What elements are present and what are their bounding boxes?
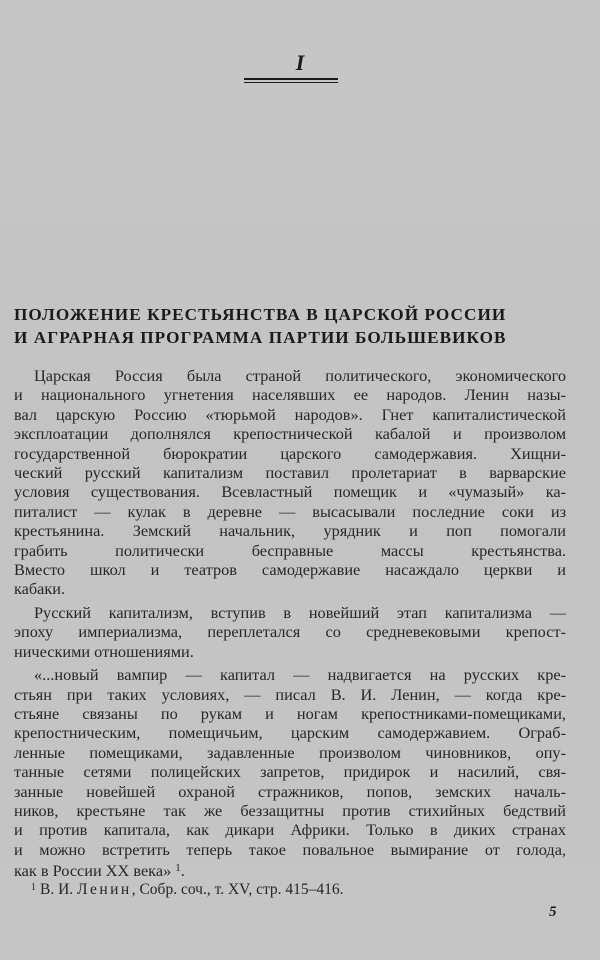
text-line: ническими отношениями. [14, 641, 194, 661]
text-line: грабить политически бесправные массы крестьянства. [14, 540, 566, 560]
text-line: эксплоатации дополнялся крепостнической кабалой и произволом [14, 424, 566, 444]
text-line: «...новый вампир — капитал — надвигается на русских кре- [34, 665, 566, 685]
paragraph-2 [14, 603, 566, 661]
chapter-double-rule [244, 78, 338, 83]
text-line: как в России XX века» [14, 861, 172, 881]
text-line: питалист — кулак в деревне — высасывали последние соки из [14, 501, 566, 521]
text-line: стьян при таких условиях, — писал В. И. Ленин, — когда кре- [14, 684, 566, 704]
text-line-last [14, 859, 566, 880]
heading-line: ПОЛОЖЕНИЕ КРЕСТЬЯНСТВА В ЦАРСКОЙ РОССИИ [14, 305, 507, 324]
text-line: и можно встретить теперь такое повальное вымирание от голода, [14, 839, 566, 859]
text-line: государственной бюрократии царского самодержавия. Хищни- [14, 443, 566, 463]
footnote-reference[interactable]: 1 [175, 862, 181, 875]
text-line: ческий русский капитализм поставил пролетариат в варварские [14, 463, 566, 483]
footnote-author-initials: В. И. [40, 881, 74, 898]
body-text [14, 366, 566, 881]
paragraph-1 [14, 366, 566, 599]
text-line: вал царскую Россию «тюрьмой народов». Гнет капиталистической [14, 404, 566, 424]
text-line: и против капитала, как дикари Африки. Только в диких странах [14, 820, 566, 840]
text-line: занные новейшей охраной стражников, попов, земских началь- [14, 781, 566, 801]
text-line: ников, крестьяне так же беззащитны против стихийных бедствий [14, 800, 566, 820]
text-line: и национального угнетения населявших ее народов. Ленин назы- [14, 385, 566, 405]
text-line: крестьянина. Земский начальник, урядник и поп помогали [14, 521, 566, 541]
text-line: Русский капитализм, вступив в новейший этап капитализма — [34, 602, 566, 622]
footnote [31, 881, 344, 899]
text-line: эпоху империализма, переплетался со средневековыми крепост- [14, 622, 566, 642]
page-number: 5 [549, 904, 557, 920]
footnote-marker: 1 [31, 882, 36, 893]
footnote-citation: , Собр. соч., т. XV, стр. 415–416. [131, 881, 344, 898]
text-line: стьяне связаны по рукам и ногам крепостниками-помещиками, [14, 703, 566, 723]
chapter-number: I [295, 50, 305, 75]
section-heading [14, 303, 566, 349]
footnote-author-surname: Ленин [77, 881, 132, 898]
trailing-punctuation: . [180, 861, 185, 881]
text-line: условия существования. Всевластный помещик и «чумазый» ка- [14, 482, 566, 502]
text-line: крепостническим, помещичьим, царским самодержавием. Ограб- [14, 723, 566, 743]
text-line: Царская Россия была страной политического, экономического [34, 366, 566, 385]
text-line: ленные помещиками, задавленные произволом чиновников, опу- [14, 742, 566, 762]
text-line: кабаки. [14, 579, 66, 599]
text-line: Вместо школ и театров самодержавие насаждало церкви и [14, 560, 566, 580]
text-line: танные сетями полицейских запретов, придирок и насилий, свя- [14, 762, 566, 782]
paragraph-3-quote [14, 665, 566, 880]
heading-line: И АГРАРНАЯ ПРОГРАММА ПАРТИИ БОЛЬШЕВИКОВ [14, 328, 507, 347]
